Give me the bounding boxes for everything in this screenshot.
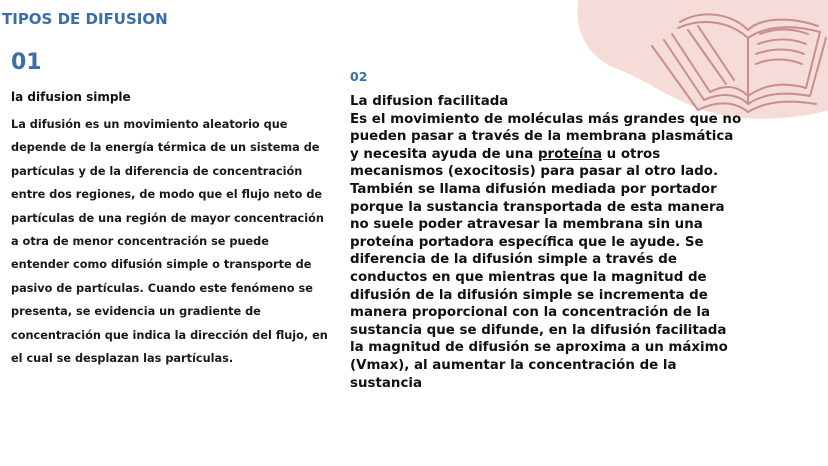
- difusion-facilitada-section: [350, 93, 760, 392]
- difusion-simple-paragraph: [11, 113, 346, 370]
- paragraph-line: presenta, se evidencia un gradiente de: [11, 305, 261, 319]
- text-segment: y necesita ayuda de una: [350, 146, 538, 162]
- paragraph-line: proteína portadora específica que le ayude. Se: [350, 234, 704, 250]
- paragraph-line: entender como difusión simple o transporte de: [11, 258, 312, 272]
- section-heading-difusion-simple: la difusion simple: [11, 90, 131, 104]
- paragraph-line: concentración que indica la dirección del flujo, en: [11, 328, 328, 342]
- paragraph-line: la magnitud de difusión se aproxima a un máximo: [350, 340, 728, 356]
- paragraph-line: (Vmax), al aumentar la concentración de la: [350, 357, 677, 373]
- paragraph-line: diferencia de la difusión simple a través de: [350, 252, 677, 268]
- paragraph-line: Es el movimiento de moléculas más grandes que no: [350, 111, 742, 127]
- paragraph-line: pueden pasar a través de la membrana plasmática: [350, 129, 734, 145]
- paragraph-line: [350, 146, 760, 164]
- section-number-1: 01: [11, 50, 42, 75]
- proteina-link[interactable]: proteína: [537, 146, 602, 162]
- paragraph-line: conductos en que mientras que la magnitud de: [350, 269, 707, 285]
- paragraph-line: sustancia que se difunde, en la difusión facilitada: [350, 322, 727, 338]
- paragraph-line: entre dos regiones, de modo que el flujo neto de: [11, 188, 323, 202]
- paragraph-line: La difusión es un movimiento aleatorio que: [11, 118, 288, 131]
- paragraph-line: depende de la energía térmica de un sistema de: [11, 141, 320, 155]
- paragraph-line: difusión de la difusión simple se incrementa de: [350, 287, 708, 303]
- paragraph-line: manera proporcional con la concentración de la: [350, 305, 710, 321]
- paragraph-line: el cual se desplazan las partículas.: [11, 352, 234, 366]
- text-segment: u otros: [601, 146, 661, 162]
- section-number-2: 02: [350, 69, 368, 84]
- slide-title: TIPOS DE DIFUSION: [2, 10, 168, 28]
- paragraph-line: partículas y de la diferencia de concentración: [11, 164, 303, 178]
- paragraph-line: También se llama difusión mediada por portador: [350, 181, 717, 197]
- paragraph-line: partículas de una región de mayor concentración: [11, 211, 324, 225]
- paragraph-line: sustancia: [350, 375, 423, 391]
- paragraph-line: mecanismos (exocitosis) para pasar al otro lado.: [350, 164, 719, 180]
- paragraph-line: a otra de menor concentración se puede: [11, 235, 269, 249]
- section-heading-difusion-facilitada: La difusion facilitada: [350, 94, 509, 109]
- paragraph-line: pasivo de partículas. Cuando este fenómeno se: [11, 281, 313, 295]
- paragraph-line: porque la sustancia transportada de esta manera: [350, 199, 725, 215]
- paragraph-line: no suele poder atravesar la membrana sin una: [350, 217, 703, 233]
